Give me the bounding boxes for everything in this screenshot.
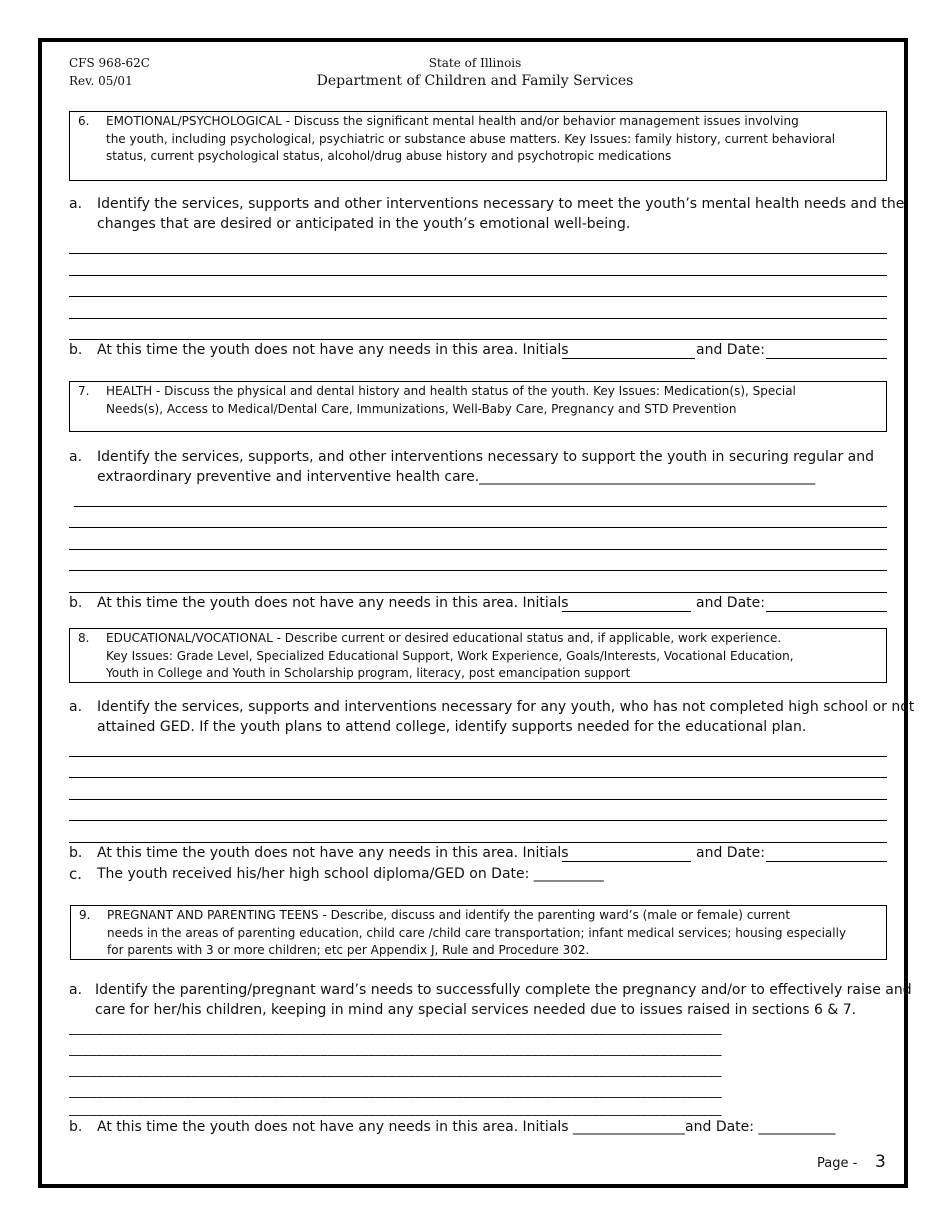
section-9-a-line-1: Identify the parenting/pregnant ward’s needs to successfully complete the pregnancy and/or to effectively raise and bbox=[95, 982, 912, 998]
section-8-initials-field[interactable] bbox=[562, 861, 691, 862]
section-9-line-2: needs in the areas of parenting education, child care /child care transportation; infant medical services; housing especially bbox=[107, 925, 847, 940]
section-6-a-line-1: Identify the services, supports and other interventions necessary to meet the youth’s mental health needs and the bbox=[97, 196, 905, 212]
section-9-answer-line-1[interactable]: ________________________________________________________________________________________________ bbox=[69, 1021, 722, 1036]
section-7-answer-line-3[interactable] bbox=[69, 549, 887, 550]
section-7-date-field[interactable] bbox=[766, 611, 887, 612]
section-9-line-1: PREGNANT AND PARENTING TEENS - Describe, discuss and identify the parenting ward’s (male or female) current bbox=[107, 908, 791, 922]
section-9-answer-line-2[interactable]: ________________________________________________________________________________________________ bbox=[69, 1042, 722, 1057]
section-7-line-2: Needs(s), Access to Medical/Dental Care, Immunizations, Well-Baby Care, Pregnancy and STD Prevention bbox=[106, 401, 737, 416]
section-8-a-line-1: Identify the services, supports and interventions necessary for any youth, who has not completed high school or not bbox=[97, 699, 915, 715]
section-6-question-a: a. Identify the services, supports and other interventions necessary to meet the youth’s mental health needs and the changes that are desired or anticipated in the youth’s emotional well-being. bbox=[69, 196, 905, 232]
section-8-answer-line-2[interactable] bbox=[69, 777, 887, 778]
department-title: Department of Children and Family Services bbox=[316, 73, 634, 89]
section-9-question-a: a. Identify the parenting/pregnant ward’s needs to successfully complete the pregnancy and/or to effectively raise and care for her/his children, keeping in mind any special services needed due to issues raised in sections 6 & 7. bbox=[69, 982, 912, 1018]
section-7-line-1: HEALTH - Discuss the physical and dental history and health status of the youth. Key Issues: Medication(s), Special bbox=[106, 384, 796, 398]
section-7-answer-line-4[interactable] bbox=[69, 570, 887, 571]
page-label: Page - bbox=[817, 1156, 858, 1171]
section-9-answer-line-4[interactable]: ________________________________________________________________________________________________ bbox=[69, 1084, 722, 1099]
section-9-answer-line-5[interactable]: ________________________________________________________________________________________________ bbox=[69, 1102, 722, 1117]
section-6-initials-field[interactable] bbox=[562, 358, 695, 359]
section-8-line-2: Key Issues: Grade Level, Specialized Educational Support, Work Experience, Goals/Interests, Vocational Education, bbox=[106, 648, 794, 663]
section-7-a-line-2: extraordinary preventive and interventive health care.________________________________________________ bbox=[97, 469, 816, 485]
section-6-line-2: the youth, including psychological, psychiatric or substance abuse matters. Key Issues: family history, current behavioral bbox=[106, 131, 836, 146]
state-title: State of Illinois bbox=[428, 56, 522, 70]
section-8-line-1: EDUCATIONAL/VOCATIONAL - Describe current or desired educational status and, if applicable, work experience. bbox=[106, 631, 782, 645]
section-7-question-a: a. Identify the services, supports, and other interventions necessary to support the youth in securing regular and extraordinary preventive and interventive health care.________________________________________________ bbox=[69, 449, 875, 485]
section-8-date-field[interactable] bbox=[766, 861, 887, 862]
section-9-box bbox=[70, 905, 887, 960]
section-8-answer-line-3[interactable] bbox=[69, 799, 887, 800]
section-6-line-3: status, current psychological status, alcohol/drug abuse history and psychotropic medications bbox=[106, 149, 672, 163]
section-6-answer-line-1[interactable] bbox=[69, 253, 887, 254]
section-9-a-line-2: care for her/his children, keeping in mind any special services needed due to issues raised in sections 6 & 7. bbox=[95, 1002, 857, 1018]
section-8-a-line-2: attained GED. If the youth plans to attend college, identify supports needed for the educational plan. bbox=[97, 719, 807, 735]
section-8-answer-line-4[interactable] bbox=[69, 820, 887, 821]
section-7-answer-line-2[interactable] bbox=[69, 527, 887, 528]
section-7-number: 7. bbox=[78, 384, 90, 398]
section-6-answer-line-4[interactable] bbox=[69, 318, 887, 319]
section-9-answer-line-3[interactable]: ________________________________________________________________________________________________ bbox=[69, 1063, 722, 1078]
section-6-answer-line-3[interactable] bbox=[69, 296, 887, 297]
section-6-answer-line-2[interactable] bbox=[69, 275, 887, 276]
section-6-number: 6. bbox=[78, 114, 90, 128]
section-8-line-3: Youth in College and Youth in Scholarship program, literacy, post emancipation support bbox=[106, 666, 631, 680]
section-7-box bbox=[69, 381, 887, 432]
section-9-line-3: for parents with 3 or more children; etc per Appendix J, Rule and Procedure 302. bbox=[107, 943, 590, 957]
page-number: 3 bbox=[875, 1152, 886, 1172]
section-7-a-line-1: Identify the services, supports, and other interventions necessary to support the youth in securing regular and bbox=[97, 449, 875, 465]
section-8-question-a: a. Identify the services, supports and interventions necessary for any youth, who has not completed high school or not attained GED. If the youth plans to attend college, identify supports needed for the educational plan. bbox=[69, 699, 915, 735]
section-6-date-field[interactable] bbox=[766, 358, 887, 359]
form-number: CFS 968-62C bbox=[69, 56, 150, 70]
section-9-number: 9. bbox=[79, 908, 91, 922]
section-7-answer-line-1[interactable] bbox=[74, 506, 887, 507]
section-8-box bbox=[69, 628, 887, 683]
section-8-answer-line-1[interactable] bbox=[69, 756, 887, 757]
section-7-initials-field[interactable] bbox=[562, 611, 691, 612]
section-8-number: 8. bbox=[78, 631, 90, 645]
section-6-line-1: EMOTIONAL/PSYCHOLOGICAL - Discuss the significant mental health and/or behavior management issues involving bbox=[106, 114, 799, 128]
form-revision: Rev. 05/01 bbox=[69, 74, 133, 88]
section-6-box bbox=[69, 111, 887, 181]
section-6-a-line-2: changes that are desired or anticipated in the youth’s emotional well-being. bbox=[97, 216, 631, 232]
